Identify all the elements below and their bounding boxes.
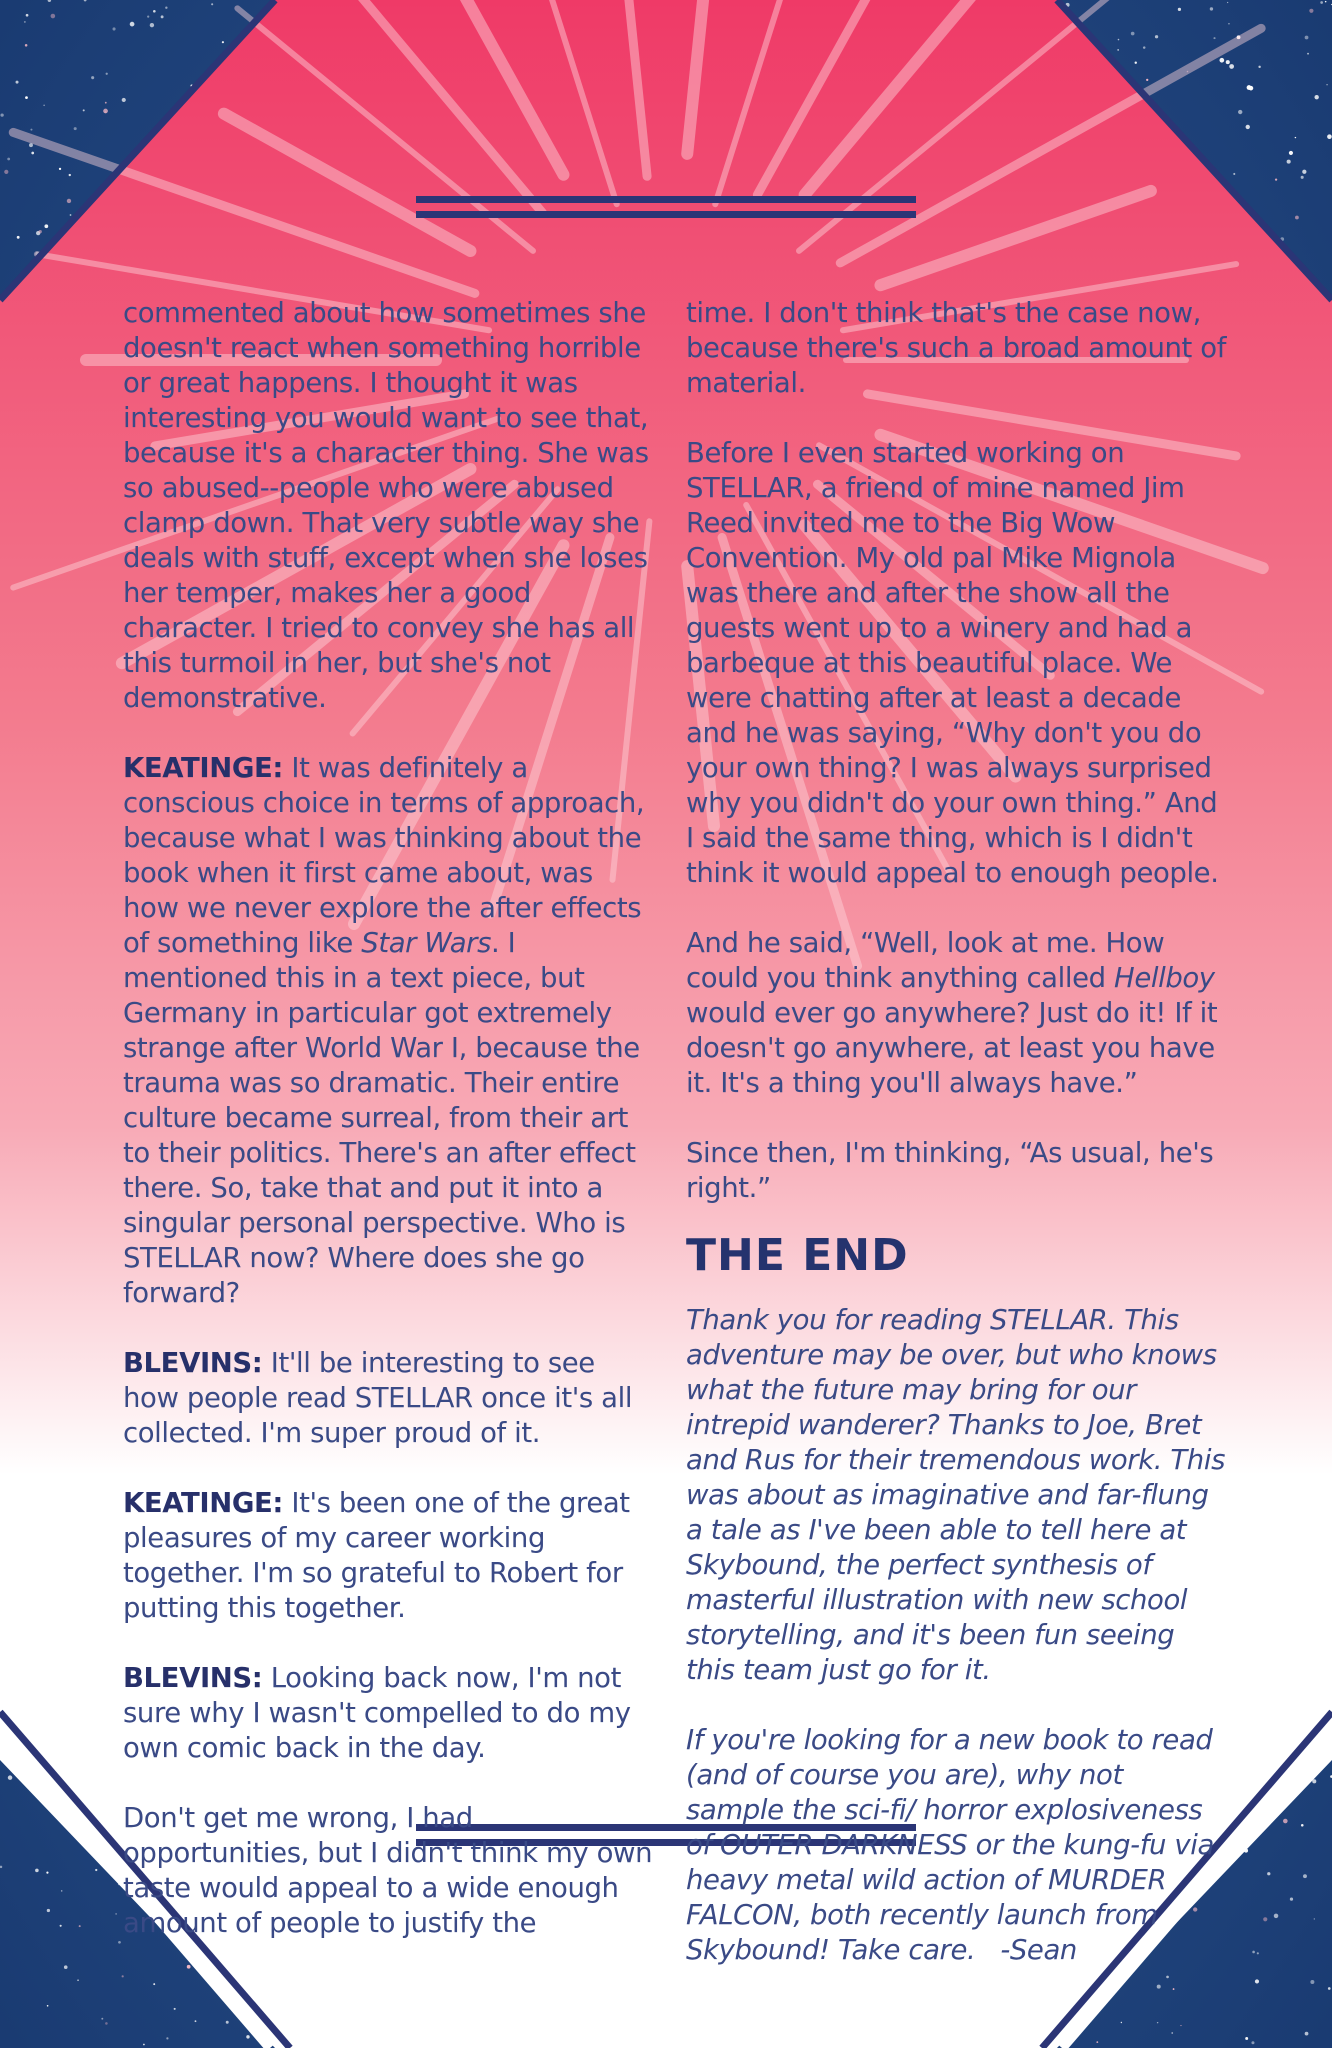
paragraph-text: And he said, “Well, look at me. How could you think anything called [686,927,1165,994]
paragraph-text: would ever go anywhere? Just do it! If it doesn't go anywhere, at least you have it. It's a thing you'll always have.” [686,997,1218,1099]
paragraph: time. I don't think that's the case now, because there's such a broad amount of material. [686,297,1226,399]
speaker-label: BLEVINS: [123,1347,263,1379]
editor-note: Thank you for reading STELLAR. This adventure may be over, but who knows what the future may bring for our intrepid wanderer? Thanks to Joe, Bret and Rus for their tremendous work. This was about as imaginative and far-flung a tale as I've been able to tell here at Skybound, the perfect synthesis of masterful illustration with new school storytelling, and it's been fun seeing this team just go for it. [686,1304,1226,1686]
paragraph-text: . I mentioned this in a text piece, but Germany in particular got extremely strange after World War I, because the trauma was so dramatic. Their entire culture became surreal, from their art to their politics. There's an after effect there. So, take that and put it into a singular personal perspective. Who is STELLAR now? Where does she go forward? [123,927,640,1309]
paragraph-text: It'll be interesting to see how people read STELLAR once it's all collected. I'm super proud of it. [123,1347,633,1449]
paragraph-text: If you're looking for a new book to read (and of course you are), why not sample the sci-fi/ horror explosiveness of OUTER DARKNESS or the kung-fu via heavy metal wild action of MURDER FALCON, both recently launch from Skybound! Take care. [686,1724,1214,1966]
paragraph-text: It's been one of the great pleasures of my career working together. I'm so grateful to Robert for putting this together. [123,1487,630,1624]
the-end-heading: THE END [686,1230,909,1281]
paragraph: Since then, I'm thinking, “As usual, he's right.” [686,1137,1214,1204]
paragraph [123,1661,653,1766]
speaker-label: BLEVINS: [123,1662,263,1694]
paragraph [123,1346,653,1451]
left-column [123,296,653,1976]
paragraph: Before I even started working on STELLAR, a friend of mine named Jim Reed invited me to the Big Wow Convention. My old pal Mike Mignola was there and after the show all the guests went up to a winery and had a barbeque at this beautiful place. We were chatting after at least a decade and he was saying, “Why don't you do your own thing? I was always surprised why you didn't do your own thing.” And I said the same thing, which is I didn't think it would appeal to enough people. [686,437,1219,889]
right-column [686,296,1226,2003]
paragraph-text: It was definitely a conscious choice in terms of approach, because what I was thinking about the book when it first came about, was how we never explore the after effects of something like [123,752,645,959]
paragraph: commented about how sometimes she doesn't react when something horrible or great happens. I thought it was interesting you would want to see that, because it's a character thing. She was so abused--people who were abused clamp down. That very subtle way she deals with stuff, except when she loses her temper, makes her a good character. I tried to convey she has all this turmoil in her, but she's not demonstrative. [123,297,649,714]
paragraph [123,1486,653,1626]
comic-title: Hellboy [1114,962,1215,994]
speaker-label: KEATINGE: [123,1487,284,1519]
paragraph: Don't get me wrong, I had opportunities, but I didn't think my own taste would appeal to a wide enough amount of people to justify the [123,1802,653,1939]
editor-note [686,1723,1226,1968]
paragraph [123,751,653,1311]
paragraph [686,926,1226,1101]
speaker-label: KEATINGE: [123,752,284,784]
paragraph-text: Looking back now, I'm not sure why I wasn't compelled to do my own comic back in the day. [123,1662,631,1764]
signature: -Sean [1000,1934,1077,1966]
film-title: Star Wars [361,927,491,959]
